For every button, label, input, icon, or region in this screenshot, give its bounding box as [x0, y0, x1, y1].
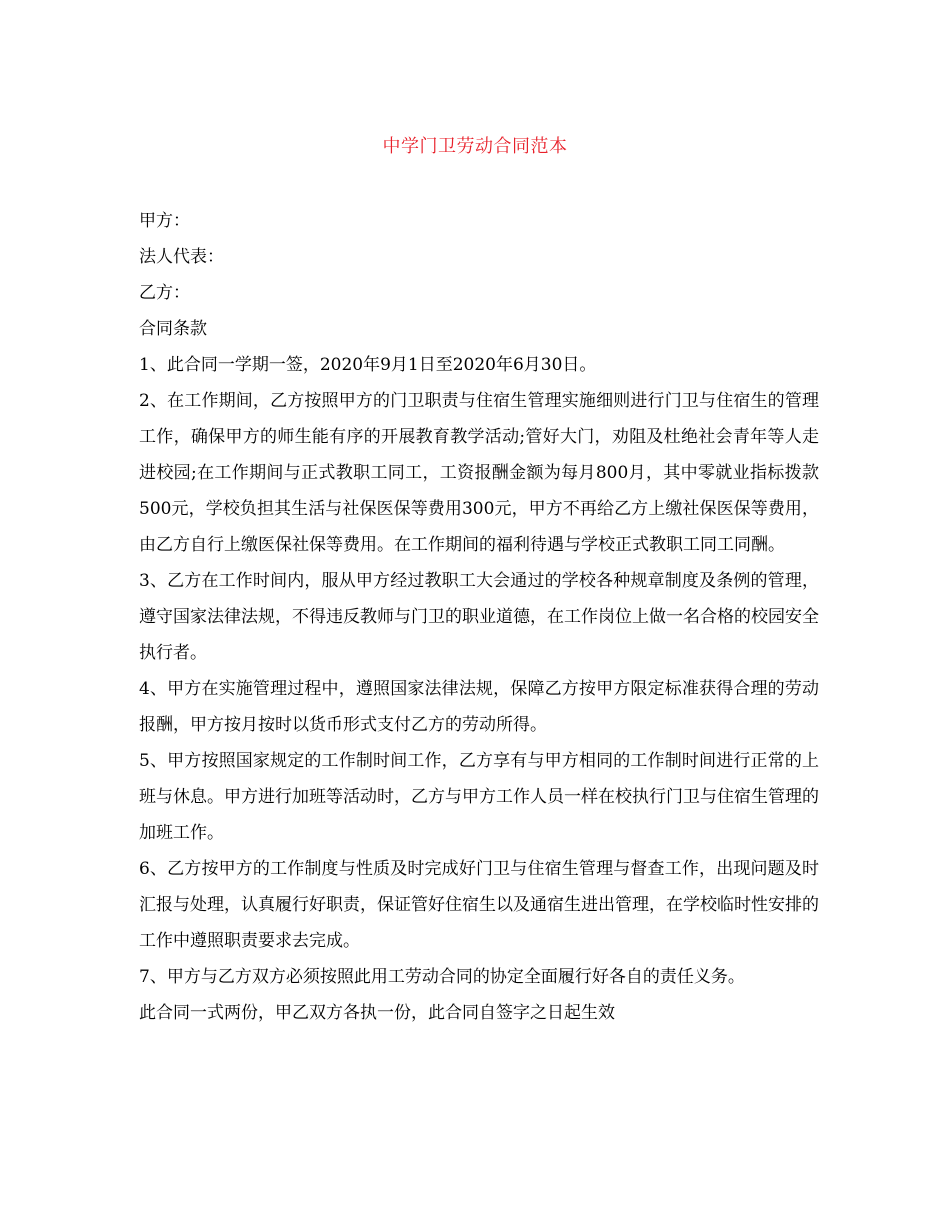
party-a-line: 甲方：: [139, 211, 190, 231]
clause-4: 4、甲方在实施管理过程中，遵照国家法律法规，保障乙方按甲方限定标准获得合理的劳动报酬，甲方按月按时以货币形式支付乙方的劳动所得。: [139, 679, 819, 735]
clause-3: 3、乙方在工作时间内，服从甲方经过教职工大会通过的学校各种规章制度及条例的管理，遵守国家法律法规，不得违反教师与门卫的职业道德，在工作岗位上做一名合格的校园安全执行者。: [139, 571, 819, 663]
clause-6: 6、乙方按甲方的工作制度与性质及时完成好门卫与住宿生管理与督查工作，出现问题及时汇报与处理，认真履行好职责，保证管好住宿生以及通宿生进出管理，在学校临时性安排的工作中遵照职责要求去完成。: [139, 859, 819, 951]
clause-2: 2、在工作期间，乙方按照甲方的门卫职责与住宿生管理实施细则进行门卫与住宿生的管理工作，确保甲方的师生能有序的开展教育教学活动;管好大门，劝阻及杜绝社会青年等人走进校园;在工作期间与正式教职工同工，工资报酬金额为每月800月，其中零就业指标拨款500元，学校负担其生活与社保医保等费用300元，甲方不再给乙方上缴社保医保等费用，由乙方自行上缴医保社保等费用。在工作期间的福利待遇与学校正式教职工同工同酬。: [139, 391, 819, 555]
document-body: [139, 203, 819, 1031]
section-heading: 合同条款: [139, 319, 207, 339]
clause-5: 5、甲方按照国家规定的工作制时间工作，乙方享有与甲方相同的工作制时间进行正常的上班与休息。甲方进行加班等活动时，乙方与甲方工作人员一样在校执行门卫与住宿生管理的加班工作。: [139, 751, 819, 843]
legal-representative-line: 法人代表：: [139, 247, 224, 267]
clause-1: 1、此合同一学期一签，2020年9月1日至2020年6月30日。: [139, 355, 597, 375]
document-title: 中学门卫劳动合同范本: [382, 136, 568, 157]
closing-line: 此合同一式两份，甲乙双方各执一份，此合同自签字之日起生效: [139, 1003, 615, 1023]
clause-7: 7、甲方与乙方双方必须按照此用工劳动合同的协定全面履行好各自的责任义务。: [139, 967, 745, 987]
party-b-line: 乙方：: [139, 283, 190, 303]
